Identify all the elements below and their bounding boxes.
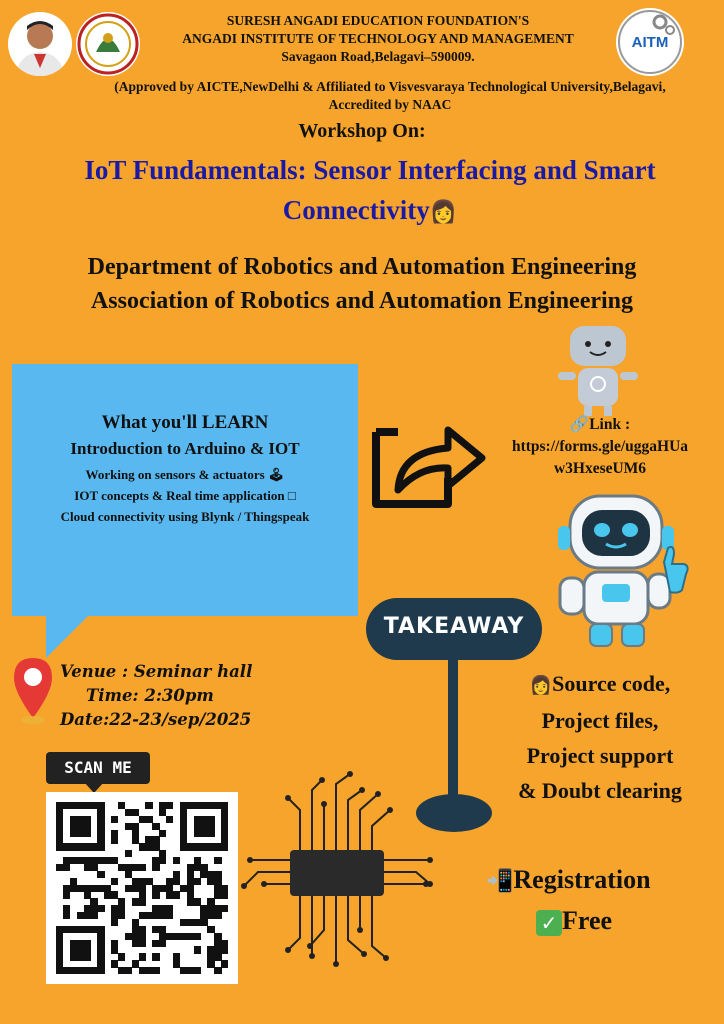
qr-module	[84, 953, 91, 960]
qr-module	[207, 830, 214, 837]
qr-module	[139, 940, 146, 947]
link-emoji-icon: 🔗	[569, 416, 590, 433]
qr-module	[63, 891, 70, 898]
qr-module	[84, 830, 91, 837]
institute-address: Savagaon Road,Belagavi–590009.	[281, 49, 475, 64]
small-robot-illustration	[556, 322, 640, 416]
qr-module	[111, 919, 118, 926]
founder-photo	[8, 12, 72, 76]
qr-module	[214, 967, 221, 974]
date-text: Date:22-23/sep/2025	[60, 710, 252, 729]
location-pin-icon	[12, 656, 54, 726]
registration-free: Free	[562, 906, 613, 935]
microchip-illustration	[240, 770, 440, 970]
qr-module	[214, 912, 221, 919]
qr-module	[97, 905, 104, 912]
registration-link-line1[interactable]: https://forms.gle/uggaHUa	[511, 438, 689, 455]
workshop-title-line1: IoT Fundamentals: Sensor Interfacing and Smart	[84, 155, 656, 185]
qr-module	[111, 836, 118, 843]
technologist-emoji-icon-2: 👩	[529, 675, 553, 695]
institute-crest-logo	[76, 12, 140, 76]
qr-module	[152, 967, 159, 974]
qr-module	[125, 967, 132, 974]
learn-bubble-tail	[46, 614, 96, 660]
qr-module	[194, 946, 201, 953]
qr-module	[194, 933, 201, 940]
learn-subheading: Introduction to Arduino & IOT	[70, 439, 300, 458]
astronaut-robot-illustration	[552, 492, 692, 652]
qr-module	[118, 912, 125, 919]
check-mark-icon: ✓	[536, 910, 562, 936]
joystick-emoji-icon: 🕹	[267, 467, 285, 482]
registration-link-line2[interactable]: w3HxeseUM6	[553, 460, 647, 477]
takeaway-item-project-support: Project support	[526, 743, 674, 768]
accreditation-line: Accredited by NAAC	[328, 97, 452, 112]
qr-module	[139, 864, 146, 871]
mobile-phone-icon: 📲	[486, 868, 514, 893]
department-name: Department of Robotics and Automation Engineering	[87, 254, 637, 280]
aitm-logo	[616, 8, 684, 76]
qr-module	[159, 857, 166, 864]
foundation-name: SURESH ANGADI EDUCATION FOUNDATION'S	[226, 13, 530, 28]
qr-module	[97, 843, 104, 850]
learn-item-iot: IOT concepts & Real time application	[74, 488, 285, 503]
qr-module	[111, 878, 118, 885]
qr-module	[166, 802, 173, 809]
registration-label: Registration	[513, 865, 651, 894]
qr-module	[221, 891, 228, 898]
qr-module	[221, 960, 228, 967]
qr-module	[139, 898, 146, 905]
qr-module	[152, 891, 159, 898]
qr-module	[63, 912, 70, 919]
qr-module	[166, 912, 173, 919]
qr-module	[152, 953, 159, 960]
takeaway-sign-text: TAKEAWAY	[383, 614, 525, 639]
workshop-label: Workshop On:	[298, 120, 426, 142]
qr-code[interactable]	[46, 792, 238, 984]
learn-heading: What you'll LEARN	[101, 412, 269, 433]
qr-module	[214, 857, 221, 864]
learn-item-cloud: Cloud connectivity using Blynk / Thingspeak	[60, 509, 310, 524]
placeholder-emoji-icon: □	[287, 488, 296, 503]
time-text: Time: 2:30pm	[86, 686, 214, 705]
qr-module	[152, 864, 159, 871]
qr-module	[221, 946, 228, 953]
qr-module	[125, 850, 132, 857]
qr-module	[97, 967, 104, 974]
approval-line: (Approved by AICTE,NewDelhi & Affiliated to Visvesvaraya Technological University,Belagavi,	[114, 79, 666, 94]
takeaway-item-project-files: Project files,	[541, 708, 659, 733]
qr-module	[166, 816, 173, 823]
association-name: Association of Robotics and Automation Engineering	[90, 288, 634, 314]
qr-module	[221, 905, 228, 912]
institute-name: ANGADI INSTITUTE OF TECHNOLOGY AND MANAGEMENT	[182, 31, 574, 46]
qr-module	[118, 953, 125, 960]
share-icon	[368, 412, 490, 512]
qr-module	[159, 940, 166, 947]
takeaway-sign-pole	[448, 644, 458, 804]
qr-module	[145, 802, 152, 809]
venue-text: Venue : Seminar hall	[60, 662, 253, 681]
qr-module	[90, 912, 97, 919]
qr-module	[173, 891, 180, 898]
aitm-logo-text: AITM	[631, 34, 669, 51]
qr-module	[97, 871, 104, 878]
takeaway-item-source-code: Source code,	[552, 671, 671, 696]
qr-module	[111, 816, 118, 823]
takeaway-item-doubt-clearing: & Doubt clearing	[518, 778, 682, 803]
qr-module	[159, 830, 166, 837]
link-label: Link :	[589, 416, 631, 433]
workshop-title-line2: Connectivity	[282, 195, 430, 225]
scan-me-label: SCAN ME	[64, 758, 132, 777]
qr-module	[194, 967, 201, 974]
qr-module	[173, 857, 180, 864]
qr-module	[221, 843, 228, 850]
learn-item-sensors: Working on sensors & actuators	[85, 467, 265, 482]
technologist-emoji-icon: 👩	[429, 199, 458, 224]
qr-module	[139, 953, 146, 960]
qr-module	[63, 864, 70, 871]
qr-module	[194, 878, 201, 885]
